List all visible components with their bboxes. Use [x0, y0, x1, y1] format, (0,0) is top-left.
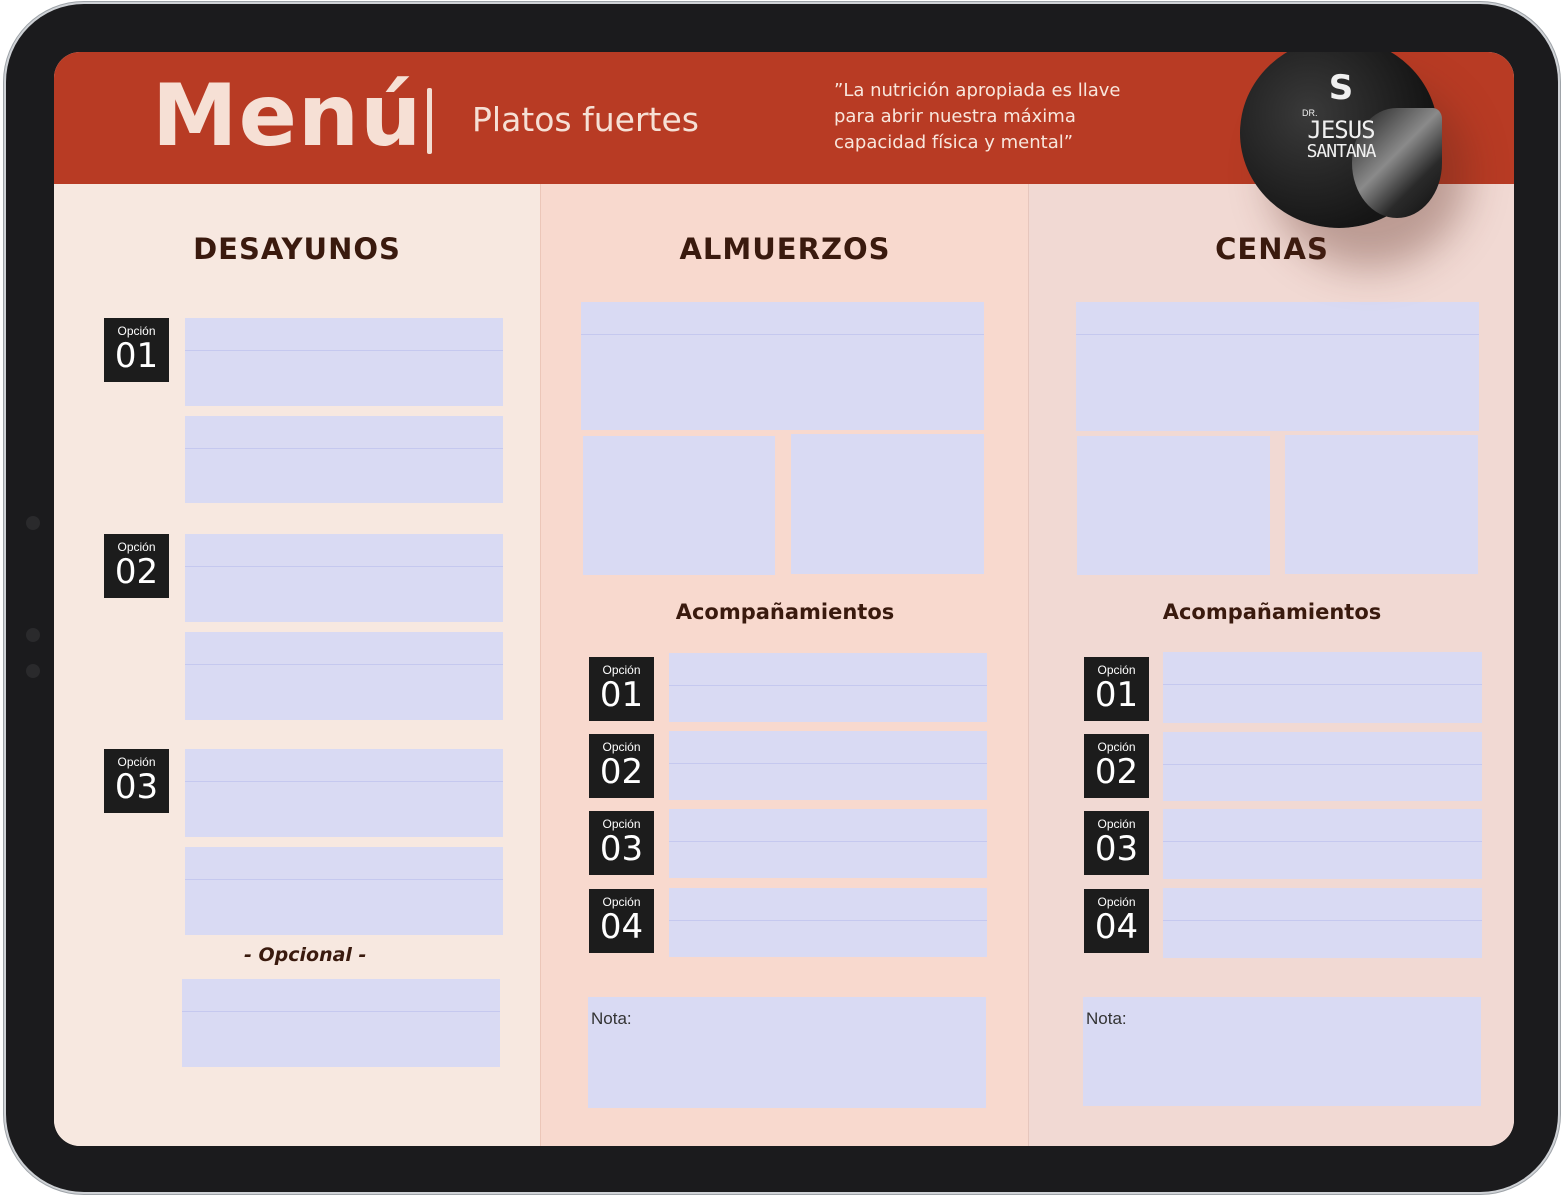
text-field[interactable] [185, 749, 503, 837]
page-title: Menú [152, 66, 423, 166]
option-label: Opción [1097, 817, 1136, 831]
option-badge [104, 749, 169, 813]
text-field[interactable] [185, 534, 503, 622]
option-badge [1084, 657, 1149, 721]
side-field[interactable] [669, 809, 987, 878]
text-field[interactable] [185, 318, 503, 406]
option-number: 01 [599, 675, 644, 715]
option-badge [1084, 811, 1149, 875]
text-field[interactable] [185, 847, 503, 935]
header-quote: ”La nutrición apropiada es llave para abrir nuestra máxima capacidad física y mental” [834, 80, 1121, 153]
logo-sticker [1240, 52, 1438, 228]
screen [54, 52, 1514, 1146]
main-dish-field[interactable] [581, 302, 984, 430]
dish-field-right[interactable] [1285, 435, 1478, 574]
logo-prefix: DR. [1302, 108, 1318, 118]
option-number: 01 [1094, 675, 1139, 715]
text-field[interactable] [185, 632, 503, 720]
column-cenas [1028, 184, 1514, 1146]
option-number: 01 [114, 336, 159, 376]
option-label: Opción [602, 663, 641, 677]
column-desayunos [54, 184, 540, 1146]
column-title: ALMUERZOS [679, 232, 891, 266]
option-number: 04 [599, 907, 644, 947]
option-badge [104, 534, 169, 598]
side-field[interactable] [1163, 809, 1482, 879]
option-label: Opción [117, 755, 156, 769]
note-label: Nota: [1086, 1009, 1127, 1028]
dish-field-left[interactable] [583, 436, 775, 575]
note-field[interactable] [588, 997, 986, 1108]
optional-label: - Opcional - [244, 944, 367, 966]
title-divider [427, 88, 432, 154]
side-field[interactable] [669, 653, 987, 722]
option-badge [1084, 734, 1149, 798]
option-badge [589, 811, 654, 875]
option-badge [1084, 889, 1149, 953]
side-field[interactable] [1163, 888, 1482, 958]
option-label: Opción [117, 324, 156, 338]
column-almuerzos [540, 184, 1029, 1146]
s-monogram-icon: S [1328, 68, 1354, 108]
logo [1296, 68, 1386, 162]
option-number: 03 [1094, 829, 1139, 869]
option-number: 03 [114, 767, 159, 807]
sides-title: Acompañamientos [675, 600, 895, 624]
text-field[interactable] [185, 416, 503, 503]
side-button [26, 628, 40, 642]
side-field[interactable] [669, 888, 987, 957]
dish-field-left[interactable] [1077, 436, 1270, 575]
side-field[interactable] [669, 731, 987, 800]
side-button [26, 664, 40, 678]
option-label: Opción [602, 740, 641, 754]
option-number: 02 [114, 552, 159, 592]
page-subtitle: Platos fuertes [472, 100, 699, 139]
option-label: Opción [1097, 740, 1136, 754]
option-label: Opción [1097, 895, 1136, 909]
option-number: 03 [599, 829, 644, 869]
column-title: DESAYUNOS [193, 232, 401, 266]
option-number: 02 [1094, 752, 1139, 792]
sides-title: Acompañamientos [1162, 600, 1382, 624]
option-number: 04 [1094, 907, 1139, 947]
option-badge [589, 734, 654, 798]
option-label: Opción [602, 817, 641, 831]
option-label: Opción [1097, 663, 1136, 677]
option-badge [589, 889, 654, 953]
option-badge [589, 657, 654, 721]
optional-field[interactable] [182, 979, 500, 1067]
logo-line1: JESUS [1307, 116, 1375, 144]
dish-field-right[interactable] [791, 434, 984, 574]
side-field[interactable] [1163, 732, 1482, 801]
note-field[interactable] [1083, 997, 1481, 1106]
option-label: Opción [602, 895, 641, 909]
main-dish-field[interactable] [1076, 302, 1479, 431]
side-field[interactable] [1163, 652, 1482, 723]
option-number: 02 [599, 752, 644, 792]
option-label: Opción [117, 540, 156, 554]
logo-line2: SANTANA [1306, 141, 1376, 162]
option-badge [104, 318, 169, 382]
column-title: CENAS [1215, 232, 1329, 266]
camera-dot [26, 516, 40, 530]
note-label: Nota: [591, 1009, 632, 1028]
